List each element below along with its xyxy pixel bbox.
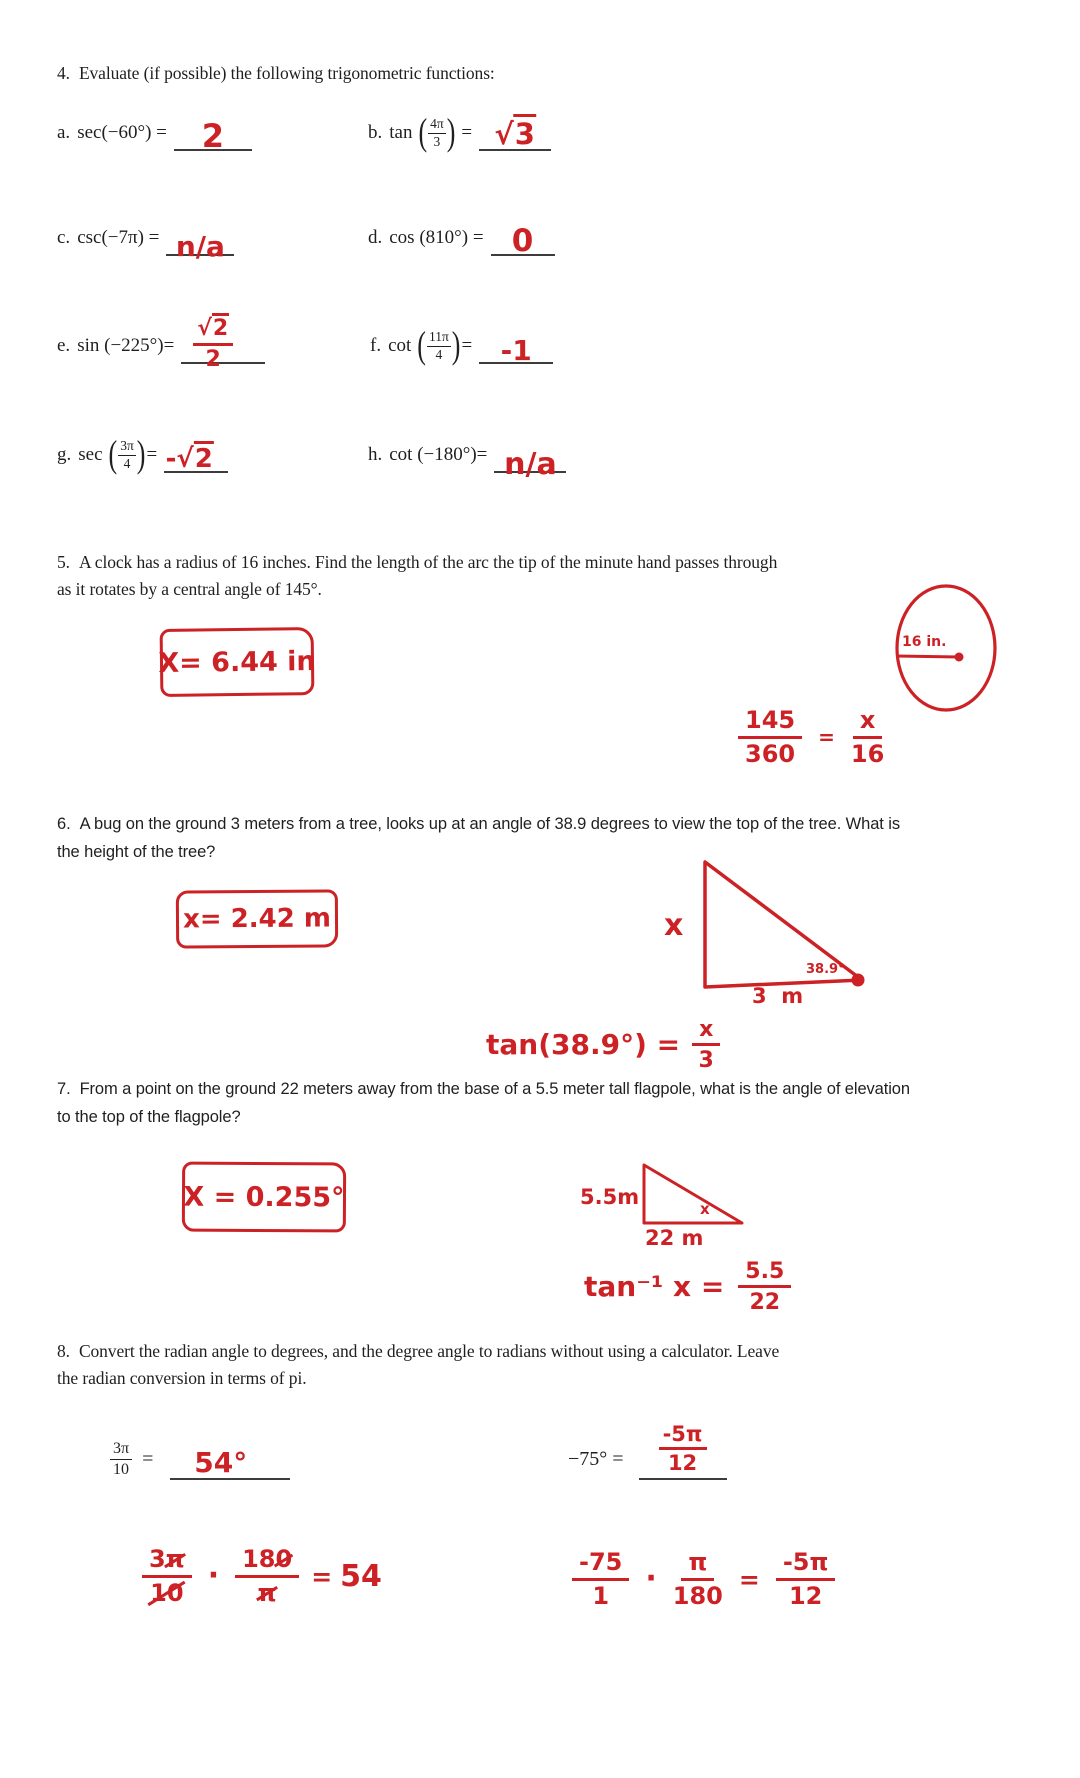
fraction-denominator: 16 (850, 739, 885, 768)
open-paren: ( (417, 324, 426, 367)
q7-base-label: 22 m (645, 1226, 704, 1250)
q4-part-c-blank (166, 220, 234, 263)
radical-sign: √ (176, 444, 194, 474)
q4-part-d-blank (491, 220, 555, 259)
fraction-numerator: x (692, 1016, 720, 1046)
q4-part-f-equals: = (461, 335, 473, 356)
fraction-numerator: -5π (776, 1548, 836, 1581)
q4-part-e-label: e. (57, 335, 71, 356)
fraction-numerator: -75 (572, 1548, 629, 1581)
q4-part-f-label: f. (370, 335, 382, 356)
fraction-denominator: 4 (435, 346, 443, 362)
answer-denominator: 12 (667, 1450, 698, 1475)
q4-part-a-expression: sec(−60°) = (77, 122, 167, 143)
cancelled-term: 0 (275, 1545, 293, 1573)
q5-work-equals: = (818, 725, 835, 750)
q6-base-label: 3 m (752, 984, 804, 1008)
q4-part-g-argument-fraction (118, 438, 136, 471)
q4-part-a-label: a. (57, 122, 71, 143)
q6-line2: the height of the tree? (57, 843, 216, 861)
q8-left-answer: 54° (194, 1446, 248, 1479)
q6-height-label: x (664, 908, 684, 943)
q4-part-g-blank (164, 437, 228, 473)
q7-text: From a point on the ground 22 meters away from the base of a 5.5 meter tall flagpole, what is the angle of elevation (79, 1080, 910, 1098)
q4-part-f (370, 318, 553, 374)
q4-part-b-function: tan (389, 122, 413, 143)
q8-left-equals: = (142, 1447, 154, 1470)
q4-part-h-expression: cot (−180°)= (389, 444, 488, 465)
radical-sign: √ (494, 117, 514, 151)
q4-part-c (57, 210, 234, 266)
q4-part-h-blank (494, 437, 566, 482)
q4-part-c-label: c. (57, 227, 71, 248)
radicand: 2 (194, 441, 214, 474)
fraction-numerator: π (681, 1548, 714, 1581)
q4-part-b-answer (494, 117, 536, 151)
q4-part-b-argument-fraction (428, 116, 446, 149)
kept-term: 3 (149, 1545, 166, 1573)
close-paren: ) (451, 324, 461, 367)
q6-number: 6. (57, 815, 71, 833)
fraction-denominator: 4 (123, 455, 131, 471)
fraction-denominator: 10 (113, 1460, 130, 1478)
q5-number: 5. (57, 552, 70, 572)
fraction-numerator (142, 1545, 192, 1578)
q6-angle-label: 38.9° (806, 962, 845, 977)
q8-work-right (572, 1548, 835, 1610)
fraction-denominator: 180 (672, 1581, 723, 1610)
q5-boxed-answer (160, 627, 315, 697)
q5-work-fraction-1 (738, 706, 802, 768)
q4-part-e (57, 318, 265, 374)
q4-part-h (368, 427, 566, 483)
fraction-denominator: 1 (592, 1581, 610, 1610)
q5-answer-text: X= 6.44 in (158, 645, 316, 679)
q8-work-left-equals: = (311, 1561, 333, 1591)
q5-line2: as it rotates by a central angle of 145°. (57, 579, 322, 599)
fraction-denominator: 3 (433, 133, 441, 149)
q4-number: 4. (57, 63, 70, 83)
q4-part-a (57, 105, 252, 161)
q4-part-f-function: cot (388, 335, 412, 356)
q6-equation (486, 1016, 720, 1074)
q4-part-f-answer: -1 (500, 334, 532, 367)
q4-part-e-expression: sin (−225°)= (77, 335, 175, 356)
answer-numerator (193, 315, 233, 345)
q4-part-h-answer: n/a (504, 447, 557, 482)
q8-left-printed-fraction (110, 1439, 132, 1480)
q4-part-g-label: g. (57, 444, 72, 465)
multiplication-dot: · (207, 1558, 220, 1594)
radical-sign: √ (197, 316, 212, 342)
fraction-numerator: 11π (427, 329, 451, 346)
q6-line1 (57, 810, 1017, 838)
fraction-numerator: x (853, 706, 882, 739)
fraction-denominator: 3 (698, 1048, 714, 1074)
multiplication-dot: · (645, 1561, 657, 1597)
q4-heading (57, 60, 495, 87)
q4-part-a-answer: 2 (201, 117, 225, 155)
cancelled-term: π (165, 1545, 185, 1573)
q7-height-label: 5.5m (580, 1185, 640, 1209)
q4-part-f-argument-fraction (427, 329, 451, 362)
q4-part-c-answer: n/a (175, 230, 225, 263)
answer-numerator: -5π (659, 1421, 707, 1450)
q5-clock-drawing (885, 580, 1009, 718)
q7-equation (584, 1258, 791, 1316)
open-paren: ( (418, 111, 428, 154)
q4-part-g-answer (166, 446, 214, 472)
q8-text: Convert the radian angle to degrees, and the degree angle to radians without using a calculator. Leave (78, 1341, 780, 1361)
q6-answer-text: x= 2.42 m (182, 903, 332, 935)
radicand: 3 (514, 114, 536, 151)
fraction-numerator: 4π (428, 116, 446, 133)
q7-number: 7. (57, 1080, 71, 1098)
q4-part-f-blank (479, 328, 553, 367)
q8-line1 (57, 1338, 957, 1365)
fraction-denominator: 360 (745, 739, 796, 768)
close-paren: ) (446, 111, 456, 154)
q7-line2: to the top of the flagpole? (57, 1108, 241, 1126)
cancelled-term: π (257, 1578, 277, 1607)
q4-part-g-function: sec (78, 444, 103, 465)
q8-work-left (142, 1545, 382, 1607)
q8-left-blank (170, 1438, 290, 1480)
q4-part-e-answer-fraction (193, 315, 233, 372)
fraction-numerator: 5.5 (738, 1258, 791, 1288)
q5-work (738, 706, 884, 768)
q7-answer-text: X = 0.255° (183, 1181, 345, 1213)
q4-part-b-equals: = (461, 122, 473, 143)
fraction-numerator: 3π (110, 1439, 132, 1460)
open-paren: ( (108, 433, 118, 476)
q4-part-d-expression: cos (810°) = (389, 227, 484, 248)
q7-angle-label: x (700, 1200, 710, 1218)
close-paren: ) (136, 433, 146, 476)
radicand: 2 (212, 313, 229, 341)
q4-part-b (368, 105, 551, 161)
q8-right-answer-fraction (659, 1421, 707, 1475)
q5-work-fraction-2 (851, 706, 884, 768)
q5-line1 (57, 549, 957, 576)
q4-part-d-answer: 0 (511, 223, 534, 259)
fraction-denominator (258, 1578, 277, 1608)
q6-boxed-answer (176, 889, 338, 948)
q8-work-left-fraction-1 (142, 1545, 192, 1607)
q8-work-left-result: 54 (340, 1558, 382, 1594)
q8-work-right-fraction-2 (673, 1548, 723, 1610)
fraction-denominator: 12 (788, 1581, 823, 1610)
answer-denominator: 2 (205, 346, 221, 372)
fraction-numerator: 3π (118, 438, 136, 455)
q4-part-h-label: h. (368, 444, 383, 465)
q5-clock-radius-label: 16 in. (902, 634, 947, 650)
q7-equation-lhs: tan⁻¹ x = (584, 1270, 725, 1304)
q4-part-c-expression: csc(−7π) = (77, 227, 160, 248)
q6-text: A bug on the ground 3 meters from a tree, looks up at an angle of 38.9 degrees to view the top of the tree. What is (79, 815, 900, 833)
q4-part-g (57, 427, 228, 483)
q5-text: A clock has a radius of 16 inches. Find the length of the arc the tip of the minute hand passes through (78, 552, 778, 572)
q4-part-d-label: d. (368, 227, 383, 248)
q8-heading (57, 1338, 957, 1392)
q8-work-left-fraction-2 (235, 1545, 299, 1607)
q8-right-expression: −75° = (568, 1447, 624, 1470)
q6-equation-fraction (692, 1016, 720, 1074)
q4-prompt: Evaluate (if possible) the following trigonometric functions: (78, 63, 495, 83)
fraction-denominator: 22 (749, 1290, 781, 1316)
q8-work-right-equals: = (738, 1564, 760, 1594)
q4-part-e-blank (181, 316, 265, 372)
fraction-numerator: 145 (738, 706, 802, 739)
fraction-numerator (235, 1545, 299, 1578)
q7-boxed-answer (182, 1162, 346, 1233)
q7-line1 (57, 1075, 1017, 1103)
q4-part-g-equals: = (146, 444, 158, 465)
q8-work-right-fraction-3 (776, 1548, 836, 1610)
q6-equation-lhs: tan(38.9°) = (486, 1028, 681, 1062)
q5-heading (57, 549, 957, 603)
q8-left-conversion (110, 1438, 290, 1480)
negative-sign: - (165, 444, 177, 474)
fraction-denominator (150, 1578, 183, 1608)
kept-term: 18 (242, 1545, 276, 1573)
q4-part-b-blank (479, 115, 551, 151)
q8-work-right-fraction-1 (572, 1548, 629, 1610)
q4-part-b-label: b. (368, 122, 383, 143)
q8-number: 8. (57, 1341, 70, 1361)
q7-equation-fraction (738, 1258, 791, 1316)
cancelled-term: 10 (150, 1578, 184, 1607)
q4-part-d (368, 210, 555, 266)
q7-heading (57, 1075, 1017, 1131)
q8-line2: the radian conversion in terms of pi. (57, 1368, 307, 1388)
q4-part-a-blank (174, 115, 252, 155)
